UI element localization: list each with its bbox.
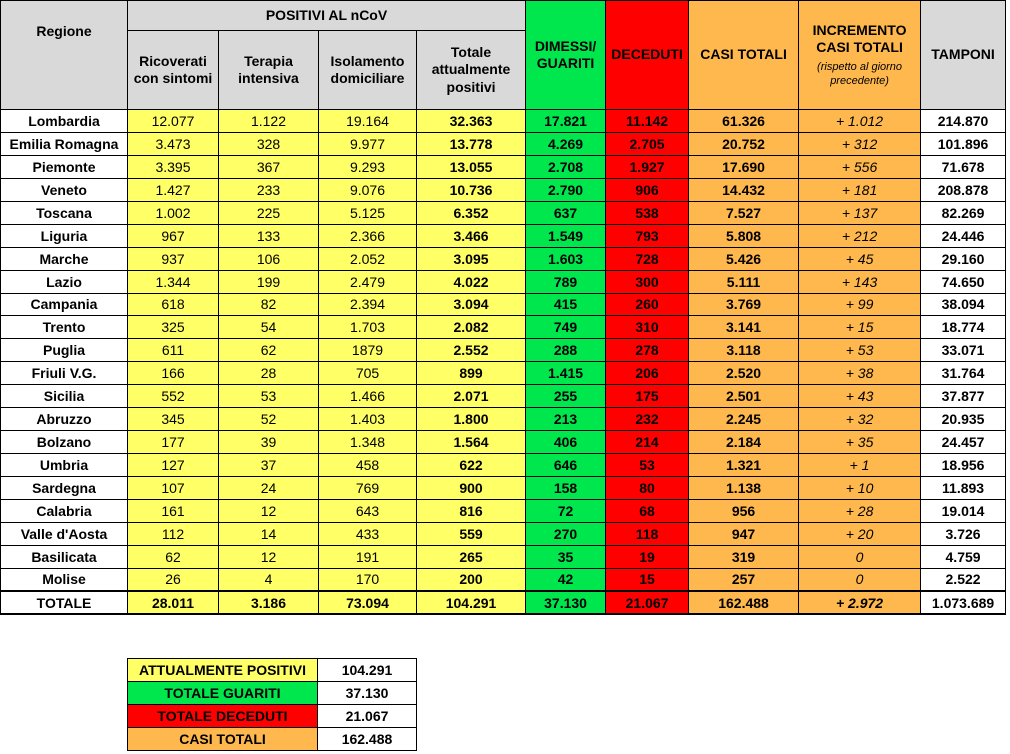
cell-totale-positivi: 3.095 (417, 247, 526, 270)
cell-isolamento: 170 (319, 568, 417, 591)
cell-region: Abruzzo (1, 408, 128, 431)
cell-dimessi: 2.790 (526, 178, 606, 201)
cell-tamponi: 24.446 (921, 224, 1006, 247)
cell-isolamento: 9.076 (319, 178, 417, 201)
cell-tamponi: 33.071 (921, 339, 1006, 362)
summary-label: CASI TOTALI (128, 728, 318, 751)
cell-ricoverati: 62 (128, 545, 219, 568)
header-casi-totali: CASI TOTALI (689, 1, 799, 110)
cell-region: Veneto (1, 178, 128, 201)
cell-dimessi: 749 (526, 316, 606, 339)
cell-incremento: + 38 (799, 362, 921, 385)
header-incremento-title: INCREMENTO CASI TOTALI (812, 21, 907, 56)
cell-region: Valle d'Aosta (1, 522, 128, 545)
cell-tamponi: 11.893 (921, 477, 1006, 500)
table-row (1, 431, 1006, 454)
cell-incremento: + 45 (799, 247, 921, 270)
cell-casi-totali: 2.501 (689, 385, 799, 408)
cell-totale-positivi: 900 (417, 477, 526, 500)
cell-deceduti: 232 (606, 408, 689, 431)
cell-dimessi: 1.549 (526, 224, 606, 247)
cell-ricoverati: 127 (128, 454, 219, 477)
cell-region: Piemonte (1, 155, 128, 178)
cell-ricoverati: 28.011 (128, 591, 219, 614)
header-isolamento: Isolamento domiciliare (319, 31, 417, 110)
cell-terapia: 53 (219, 385, 319, 408)
cell-casi-totali: 956 (689, 499, 799, 522)
cell-isolamento: 19.164 (319, 110, 417, 133)
cell-deceduti: 1.927 (606, 155, 689, 178)
cell-terapia: 12 (219, 499, 319, 522)
cell-tamponi: 37.877 (921, 385, 1006, 408)
cell-ricoverati: 1.002 (128, 201, 219, 224)
cell-casi-totali: 3.118 (689, 339, 799, 362)
cell-tamponi: 101.896 (921, 132, 1006, 155)
cell-incremento: + 212 (799, 224, 921, 247)
cell-isolamento: 2.052 (319, 247, 417, 270)
cell-terapia: 52 (219, 408, 319, 431)
cell-isolamento: 1879 (319, 339, 417, 362)
cell-ricoverati: 177 (128, 431, 219, 454)
cell-ricoverati: 112 (128, 522, 219, 545)
cell-isolamento: 458 (319, 454, 417, 477)
cell-region: Molise (1, 568, 128, 591)
cell-tamponi: 31.764 (921, 362, 1006, 385)
cell-deceduti: 19 (606, 545, 689, 568)
cell-ricoverati: 3.473 (128, 132, 219, 155)
table-row (1, 339, 1006, 362)
cell-totale-positivi: 13.055 (417, 155, 526, 178)
cell-incremento: + 32 (799, 408, 921, 431)
table-row (1, 385, 1006, 408)
cell-casi-totali: 257 (689, 568, 799, 591)
cell-deceduti: 118 (606, 522, 689, 545)
cell-tamponi: 29.160 (921, 247, 1006, 270)
cell-isolamento: 5.125 (319, 201, 417, 224)
cell-terapia: 24 (219, 477, 319, 500)
cell-casi-totali: 5.426 (689, 247, 799, 270)
cell-tamponi: 19.014 (921, 499, 1006, 522)
cell-dimessi: 42 (526, 568, 606, 591)
cell-casi-totali: 61.326 (689, 110, 799, 133)
cell-deceduti: 21.067 (606, 591, 689, 614)
cell-deceduti: 278 (606, 339, 689, 362)
table-row (1, 293, 1006, 316)
cell-incremento: + 53 (799, 339, 921, 362)
cell-casi-totali: 2.184 (689, 431, 799, 454)
cell-totale-positivi: 816 (417, 499, 526, 522)
table-body (1, 110, 1006, 615)
cell-incremento: + 137 (799, 201, 921, 224)
cell-totale-positivi: 3.094 (417, 293, 526, 316)
cell-ricoverati: 1.427 (128, 178, 219, 201)
cell-incremento: + 1.012 (799, 110, 921, 133)
cell-ricoverati: 26 (128, 568, 219, 591)
cell-ricoverati: 611 (128, 339, 219, 362)
cell-totale-positivi: 559 (417, 522, 526, 545)
table-row (1, 270, 1006, 293)
cell-terapia: 367 (219, 155, 319, 178)
cell-isolamento: 2.479 (319, 270, 417, 293)
cell-deceduti: 906 (606, 178, 689, 201)
cell-tamponi: 208.878 (921, 178, 1006, 201)
summary-value: 162.488 (318, 728, 417, 751)
summary-label: ATTUALMENTE POSITIVI (128, 659, 318, 682)
cell-terapia: 37 (219, 454, 319, 477)
summary-value: 104.291 (318, 659, 417, 682)
cell-ricoverati: 166 (128, 362, 219, 385)
cell-dimessi: 213 (526, 408, 606, 431)
cell-dimessi: 789 (526, 270, 606, 293)
cell-casi-totali: 5.808 (689, 224, 799, 247)
cell-deceduti: 214 (606, 431, 689, 454)
cell-terapia: 328 (219, 132, 319, 155)
cell-deceduti: 80 (606, 477, 689, 500)
cell-dimessi: 1.415 (526, 362, 606, 385)
cell-region: Campania (1, 293, 128, 316)
summary-value: 21.067 (318, 705, 417, 728)
summary-label: TOTALE DECEDUTI (128, 705, 318, 728)
cell-tamponi: 4.759 (921, 545, 1006, 568)
cell-region: TOTALE (1, 591, 128, 614)
header-incremento-note: (rispetto al giorno precedente) (817, 60, 903, 87)
cell-terapia: 106 (219, 247, 319, 270)
cell-casi-totali: 17.690 (689, 155, 799, 178)
cell-ricoverati: 552 (128, 385, 219, 408)
cell-totale-positivi: 10.736 (417, 178, 526, 201)
cell-ricoverati: 3.395 (128, 155, 219, 178)
cell-ricoverati: 107 (128, 477, 219, 500)
summary-value: 37.130 (318, 682, 417, 705)
cell-region: Trento (1, 316, 128, 339)
cell-ricoverati: 325 (128, 316, 219, 339)
cell-tamponi: 18.774 (921, 316, 1006, 339)
cell-region: Liguria (1, 224, 128, 247)
cell-incremento: + 15 (799, 316, 921, 339)
cell-dimessi: 35 (526, 545, 606, 568)
table-row (1, 155, 1006, 178)
cell-isolamento: 1.403 (319, 408, 417, 431)
cell-deceduti: 2.705 (606, 132, 689, 155)
cell-terapia: 82 (219, 293, 319, 316)
cell-totale-positivi: 6.352 (417, 201, 526, 224)
cell-isolamento: 1.466 (319, 385, 417, 408)
cell-casi-totali: 2.520 (689, 362, 799, 385)
cell-tamponi: 38.094 (921, 293, 1006, 316)
cell-deceduti: 260 (606, 293, 689, 316)
cell-ricoverati: 161 (128, 499, 219, 522)
cell-totale-positivi: 13.778 (417, 132, 526, 155)
cell-region: Sardegna (1, 477, 128, 500)
cell-tamponi: 3.726 (921, 522, 1006, 545)
cell-tamponi: 24.457 (921, 431, 1006, 454)
cell-deceduti: 175 (606, 385, 689, 408)
cell-incremento: + 43 (799, 385, 921, 408)
table-row (1, 110, 1006, 133)
cell-region: Umbria (1, 454, 128, 477)
cell-deceduti: 310 (606, 316, 689, 339)
cell-region: Lazio (1, 270, 128, 293)
cell-totale-positivi: 2.552 (417, 339, 526, 362)
cell-terapia: 1.122 (219, 110, 319, 133)
cell-region: Toscana (1, 201, 128, 224)
cell-incremento: + 2.972 (799, 591, 921, 614)
table-row (1, 224, 1006, 247)
header-positivi-group: POSITIVI AL nCoV (128, 1, 526, 31)
cell-region: Emilia Romagna (1, 132, 128, 155)
cell-totale-positivi: 104.291 (417, 591, 526, 614)
cell-dimessi: 4.269 (526, 132, 606, 155)
summary-label: TOTALE GUARITI (128, 682, 318, 705)
cell-region: Lombardia (1, 110, 128, 133)
table-row (1, 178, 1006, 201)
cell-tamponi: 214.870 (921, 110, 1006, 133)
cell-deceduti: 206 (606, 362, 689, 385)
cell-casi-totali: 3.141 (689, 316, 799, 339)
cell-terapia: 14 (219, 522, 319, 545)
cell-deceduti: 793 (606, 224, 689, 247)
cell-casi-totali: 2.245 (689, 408, 799, 431)
cell-casi-totali: 319 (689, 545, 799, 568)
cell-ricoverati: 1.344 (128, 270, 219, 293)
cell-isolamento: 191 (319, 545, 417, 568)
cell-region: Basilicata (1, 545, 128, 568)
header-tamponi: TAMPONI (921, 1, 1006, 110)
cell-totale-positivi: 1.564 (417, 431, 526, 454)
cell-casi-totali: 1.138 (689, 477, 799, 500)
cell-terapia: 39 (219, 431, 319, 454)
cell-incremento: + 181 (799, 178, 921, 201)
cell-terapia: 199 (219, 270, 319, 293)
table-row (1, 316, 1006, 339)
cell-terapia: 28 (219, 362, 319, 385)
cell-ricoverati: 12.077 (128, 110, 219, 133)
cell-dimessi: 406 (526, 431, 606, 454)
header-ricoverati: Ricoverati con sintomi (128, 31, 219, 110)
cell-totale-positivi: 200 (417, 568, 526, 591)
cell-incremento: + 99 (799, 293, 921, 316)
cell-totale-positivi: 1.800 (417, 408, 526, 431)
cell-dimessi: 1.603 (526, 247, 606, 270)
cell-incremento: 0 (799, 545, 921, 568)
cell-dimessi: 637 (526, 201, 606, 224)
table-row (1, 408, 1006, 431)
cell-region: Friuli V.G. (1, 362, 128, 385)
cell-casi-totali: 947 (689, 522, 799, 545)
cell-terapia: 54 (219, 316, 319, 339)
cell-casi-totali: 1.321 (689, 454, 799, 477)
cell-casi-totali: 14.432 (689, 178, 799, 201)
table-row (1, 247, 1006, 270)
table-row (1, 499, 1006, 522)
header-totale-positivi: Totale attualmente positivi (417, 31, 526, 110)
cell-tamponi: 71.678 (921, 155, 1006, 178)
cell-dimessi: 72 (526, 499, 606, 522)
cell-region: Calabria (1, 499, 128, 522)
header-dimessi: DIMESSI/ GUARITI (526, 1, 606, 110)
cell-tamponi: 18.956 (921, 454, 1006, 477)
cell-isolamento: 2.394 (319, 293, 417, 316)
cell-incremento: + 10 (799, 477, 921, 500)
header-region: Regione (1, 1, 128, 110)
cell-isolamento: 73.094 (319, 591, 417, 614)
cell-totale-positivi: 265 (417, 545, 526, 568)
cell-dimessi: 17.821 (526, 110, 606, 133)
cell-incremento: 0 (799, 568, 921, 591)
cell-terapia: 62 (219, 339, 319, 362)
table-row (1, 545, 1006, 568)
cell-casi-totali: 7.527 (689, 201, 799, 224)
cell-tamponi: 82.269 (921, 201, 1006, 224)
cell-incremento: + 312 (799, 132, 921, 155)
cell-dimessi: 288 (526, 339, 606, 362)
cell-casi-totali: 162.488 (689, 591, 799, 614)
cell-incremento: + 556 (799, 155, 921, 178)
cell-tamponi: 2.522 (921, 568, 1006, 591)
cell-terapia: 12 (219, 545, 319, 568)
cell-terapia: 133 (219, 224, 319, 247)
cell-deceduti: 68 (606, 499, 689, 522)
cell-isolamento: 1.703 (319, 316, 417, 339)
cell-deceduti: 300 (606, 270, 689, 293)
cell-incremento: + 143 (799, 270, 921, 293)
cell-ricoverati: 967 (128, 224, 219, 247)
cell-deceduti: 538 (606, 201, 689, 224)
table-row (1, 522, 1006, 545)
cell-casi-totali: 3.769 (689, 293, 799, 316)
cell-terapia: 233 (219, 178, 319, 201)
cell-totale-positivi: 899 (417, 362, 526, 385)
table-row (1, 454, 1006, 477)
cell-deceduti: 728 (606, 247, 689, 270)
cell-ricoverati: 345 (128, 408, 219, 431)
cell-region: Bolzano (1, 431, 128, 454)
table-row (1, 362, 1006, 385)
cell-dimessi: 270 (526, 522, 606, 545)
cell-ricoverati: 937 (128, 247, 219, 270)
cell-totale-positivi: 622 (417, 454, 526, 477)
header-deceduti: DECEDUTI (606, 1, 689, 110)
cell-isolamento: 433 (319, 522, 417, 545)
cell-dimessi: 255 (526, 385, 606, 408)
table-row (1, 132, 1006, 155)
cell-ricoverati: 618 (128, 293, 219, 316)
summary-row (128, 682, 417, 705)
totals-row (1, 591, 1006, 614)
table-row (1, 568, 1006, 591)
cell-incremento: + 28 (799, 499, 921, 522)
cell-dimessi: 2.708 (526, 155, 606, 178)
cell-isolamento: 2.366 (319, 224, 417, 247)
cell-region: Puglia (1, 339, 128, 362)
cell-dimessi: 37.130 (526, 591, 606, 614)
cell-deceduti: 53 (606, 454, 689, 477)
summary-row (128, 705, 417, 728)
cell-totale-positivi: 32.363 (417, 110, 526, 133)
table-row (1, 477, 1006, 500)
header-incremento (799, 1, 921, 110)
cell-terapia: 225 (219, 201, 319, 224)
cell-terapia: 4 (219, 568, 319, 591)
cell-totale-positivi: 2.071 (417, 385, 526, 408)
header-terapia: Terapia intensiva (219, 31, 319, 110)
cell-incremento: + 35 (799, 431, 921, 454)
cell-casi-totali: 20.752 (689, 132, 799, 155)
cell-dimessi: 158 (526, 477, 606, 500)
cell-isolamento: 643 (319, 499, 417, 522)
summary-row (128, 659, 417, 682)
cell-isolamento: 9.977 (319, 132, 417, 155)
cell-totale-positivi: 2.082 (417, 316, 526, 339)
cell-deceduti: 15 (606, 568, 689, 591)
cell-tamponi: 74.650 (921, 270, 1006, 293)
cell-dimessi: 415 (526, 293, 606, 316)
cell-totale-positivi: 3.466 (417, 224, 526, 247)
cell-deceduti: 11.142 (606, 110, 689, 133)
cell-region: Sicilia (1, 385, 128, 408)
cell-isolamento: 1.348 (319, 431, 417, 454)
table-row (1, 201, 1006, 224)
cell-casi-totali: 5.111 (689, 270, 799, 293)
cell-incremento: + 1 (799, 454, 921, 477)
summary-row (128, 728, 417, 751)
cell-totale-positivi: 4.022 (417, 270, 526, 293)
cell-isolamento: 769 (319, 477, 417, 500)
cell-tamponi: 1.073.689 (921, 591, 1006, 614)
cell-isolamento: 9.293 (319, 155, 417, 178)
cell-isolamento: 705 (319, 362, 417, 385)
summary-body (128, 659, 417, 751)
cell-tamponi: 20.935 (921, 408, 1006, 431)
cell-terapia: 3.186 (219, 591, 319, 614)
summary-table (127, 658, 417, 751)
cell-dimessi: 646 (526, 454, 606, 477)
cell-region: Marche (1, 247, 128, 270)
cell-incremento: + 20 (799, 522, 921, 545)
